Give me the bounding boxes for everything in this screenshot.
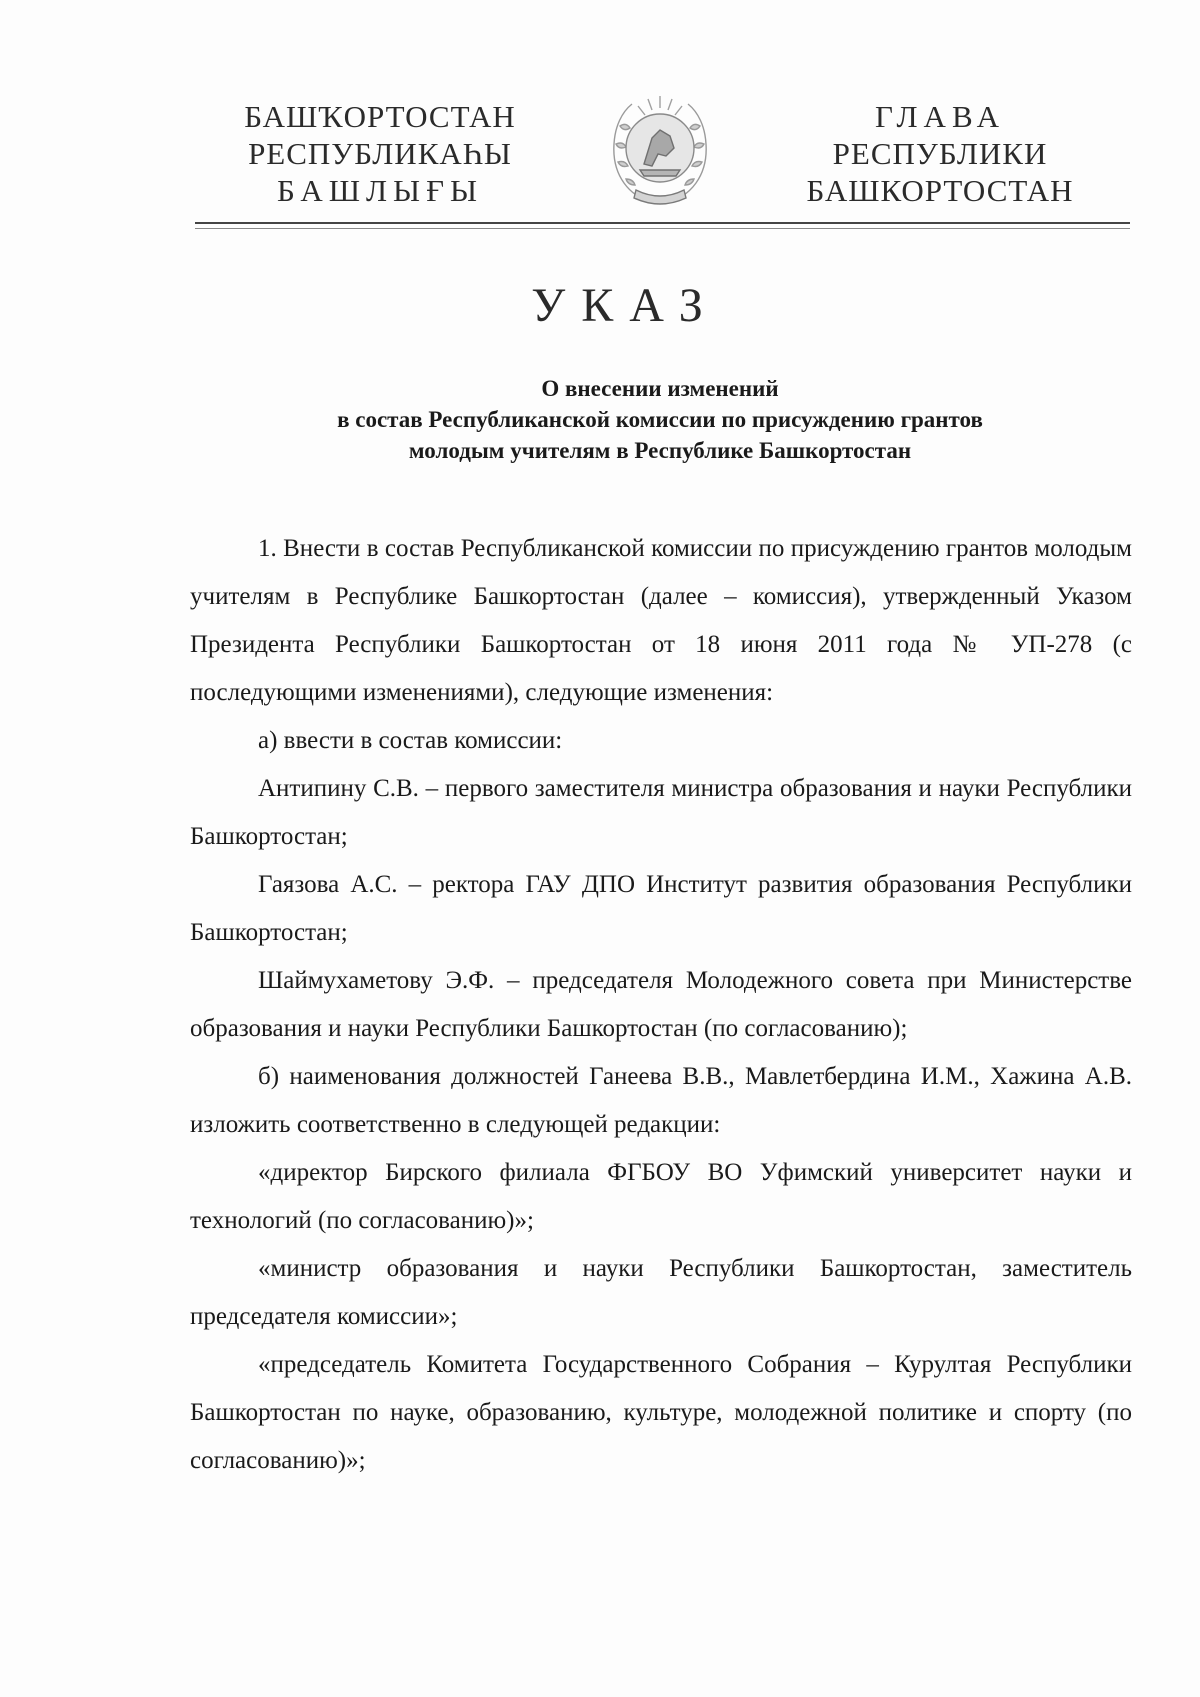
letterhead-right-line-3: БАШКОРТОСТАН <box>806 173 1074 208</box>
subject-line-2: в состав Республиканской комиссии по присуждению грантов <box>337 407 983 432</box>
paragraph-4: Гаязова А.С. – ректора ГАУ ДПО Институт развития образования Республики Башкортостан; <box>190 871 1132 946</box>
letterhead-divider <box>195 222 1130 229</box>
paragraph-5: Шаймухаметову Э.Ф. – председателя Молодежного совета при Министерстве образования и науки Республики Башкортостан (по согласованию); <box>190 967 1132 1042</box>
coat-of-arms-icon <box>600 86 720 216</box>
paragraph-2: а) ввести в состав комиссии: <box>258 727 563 754</box>
paragraph-9: «председатель Комитета Государственного Собрания – Курултая Республики Башкортостан по науке, образованию, культуре, молодежной политике и спорту (по согласованию)»; <box>190 1351 1132 1474</box>
paragraph-8: «министр образования и науки Республики Башкортостан, заместитель председателя комиссии»; <box>190 1255 1132 1330</box>
letterhead <box>190 98 1130 223</box>
letterhead-left-line-1: БАШҠОРТОСТАН <box>244 99 516 134</box>
letterhead-right-line-1: ГЛАВА <box>874 99 1006 134</box>
paragraph-6: б) наименования должностей Ганеева В.В., Мавлетбердина И.М., Хажина А.В. изложить соответственно в следующей редакции: <box>190 1063 1132 1138</box>
paragraph-7: «директор Бирского филиала ФГБОУ ВО Уфимский университет науки и технологий (по согласованию)»; <box>190 1159 1132 1234</box>
letterhead-russian <box>770 98 1110 209</box>
document-title: УКАЗ <box>531 279 719 332</box>
document-subject <box>190 373 1130 466</box>
letterhead-bashkir <box>230 98 530 209</box>
paragraph-1: 1. Внести в состав Республиканской комиссии по присуждению грантов молодым учителям в Республике Башкортостан (далее – комиссия), утвержденный Указом Президента Республики Башкортостан от 18 июня 2011 года № УП-278 (с последующими изменениями), следующие изменения: <box>190 535 1132 706</box>
document-body <box>190 525 1132 1485</box>
subject-line-3: молодым учителям в Республике Башкортостан <box>408 438 912 463</box>
letterhead-left-line-3: БАШЛЫҒЫ <box>276 173 484 208</box>
paragraph-3: Антипину С.В. – первого заместителя министра образования и науки Республики Башкортостан; <box>190 775 1132 850</box>
letterhead-right-line-2: РЕСПУБЛИКИ <box>832 136 1048 171</box>
subject-line-1: О внесении изменений <box>541 376 779 401</box>
letterhead-left-line-2: РЕСПУБЛИКАҺЫ <box>248 136 512 171</box>
